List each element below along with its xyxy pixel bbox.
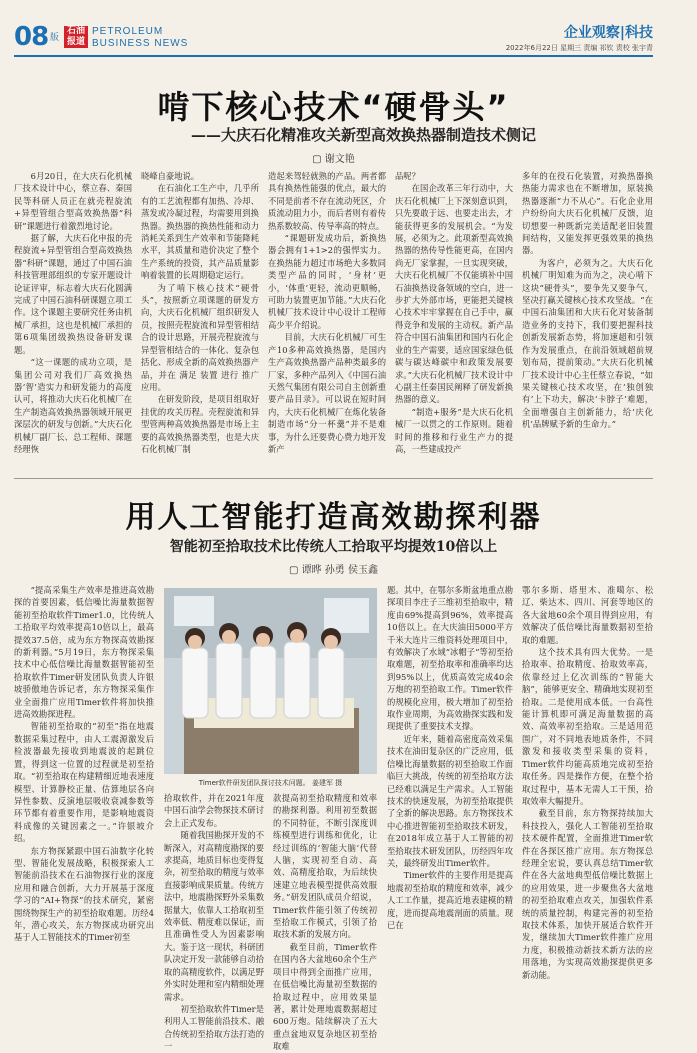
team-photo (164, 588, 377, 774)
paragraph: 晓峰自豪地说。 (141, 171, 200, 181)
article2-byline: ▢ 谭晔 孙勇 侯玉鑫 (289, 565, 378, 576)
article2-headline: 用人工智能打造高效勘探利器 (125, 500, 542, 535)
article2-subheadline: 智能初至拾取技术比传统人工拾取平均提效10倍以上 (169, 539, 498, 555)
paragraph: 造起来驾轻就熟的产品。两者都具有换热性能强的优点，最大的不同是前者不存在流动死区，介质流动阻力小，而后者则有着传热系数较高、传导率高的特点。 (268, 171, 386, 231)
paragraph: 目前，大庆石化机械厂可生产10多种高效换热器，是国内生产高效换热器产品种类最多的厂家，多种产品列入《中国石油天然气集团有限公司自主创新重要产品目录》。可以说在短时间内，大庆石化机械厂在炼化装备制造市场“分一杯羹”并不是难事，为什么还要费心费力地开发新产 (268, 332, 386, 454)
paragraph: 这个技术具有四大优势。一是拾取率、拾取精度、拾取效率高，依靠经过上亿次训练的“智能大脑”，能够更安全、精确地实现初至拾取。二是使用成本低。一台高性能计算机即可满足海量数据的高效、高效率初至拾取。三是适用范围广，对不同地表地质条件，不同激发和接收类型采集的资料，Timer软件均能高质地完成初至拾取任务。四是操作方便，在整个拾取过程中，基本无需人工干预，拾取效率大幅提升。 (522, 647, 653, 806)
article1-column-2 (141, 170, 259, 470)
article1-column-5 (522, 170, 653, 470)
article2-column-3 (273, 792, 377, 1052)
paragraph: 据了解，大庆石化申报的壳程旋流+异型管组合型高效换热器“科研”课题，通过了中国石油科技管理部组织的专家开题设计论证评审，标志着大庆石化圆满完成了中国石油科研课题立项工作。这个课题主要研究任务由机械厂承担，这也是机械厂承担的第6项集团级换热设备研发课题。 (14, 233, 132, 355)
paragraph: 在国企改革三年行动中，大庆石化机械厂上下深刻意识到，只先要敢于远、也要走出去，才能获得更多的发展机会。“为发展，必须为之。此项新型高效换热器的热传导性能更高，在国内尚无厂家掌握，一旦实现突破，大庆石化机械厂不仅能填补中国石油换热设备领域的空白，进一步扩大外部市场，更能把关键核心技术牢牢掌握在自己手中，赢得竞争和发展的主动权。新产品符合中国石油集团和国内石化企业的生产需要，适应国家绿色低碳与碳达峰碳中和政策发展要求。”大庆石化机械厂技术设计中心副主任秦国民阐释了研发新换热器的意义。 (395, 183, 513, 405)
article2-column-5 (522, 584, 653, 1014)
paragraph: 随着我国勘探开发的不断深入，对高精度勘探的要求提高，地质目标也变得复杂，初至拾取的精度与效率直接影响成果质量。传统方法中，地震勘探野外采集数据量大，依靠人工拾取初至效率低、精度难以保证，而且准确性受人为因素影响大。鉴于这一现状，科研团队决定开发一款能够自动拾取的高精度软件，以满足野外实时处理和室内精细处理需求。 (164, 830, 264, 1002)
paragraph: 截至目前，东方物探持续加大科技投入，强化人工智能初至拾取技术硬件配置，全面推进Timer软件在各探区推广应用。东方物探总经理全宏说，要认真总结Timer软件在各大盆地典型低信噪比数据上的应用效果，进一步聚焦各大盆地的初至拾取难点攻关，加强软件系统的质量控制，构建完善的初至拾取技术体系，加快开展适合软件开发，继续加大Timer软件推广应用力度，积极推动新技术新方法的应用落地，为实现高效勘探提供更多新动能。 (522, 808, 653, 980)
article1-column-3 (268, 170, 386, 470)
paragraph: 在石油化工生产中，几乎所有的工艺流程都有加热、冷却、蒸发或冷凝过程，均需要用到换热器。换热器的换热性能和动力消耗关系到生产效率和节能降耗水平，其质量和造价决定了整个生产系统的投资，其产品质量影响着装置的长周期稳定运行。 (141, 183, 259, 281)
article2-column-4 (387, 584, 513, 1014)
paper-name-en-1: PETROLEUM (92, 26, 164, 37)
article2-column-2 (164, 792, 264, 1052)
paragraph: “提高采集生产效率是推进高效勘探的首要因素，低信噪比海量数据智能初至拾取软件Timer1.0，比传统人工拾取平均效率提高10倍以上，最高提效37.5倍，成为东方物探高效勘探的新利器。”5月19日，东方物探采集技术中心低信噪比海量数据智能初至拾取软件Timer研发团队负责人许银坡骄傲地告诉记者，东方物探采集作业全面推广应用Timer软件将加快推进高效勘探进程。 (14, 585, 154, 720)
article2-column-1 (14, 584, 154, 1014)
paragraph: “课题研发成功后，新换热器会拥有1+1>2的强悍实力。在换热能力超过市场绝大多数同类型产品的同时，‘身材’更小，‘体重’更轻，流动更顺畅，可助力装置更加节能。”大庆石化机械厂技术设计中心设计工程师高少平介绍说。 (268, 233, 386, 330)
paragraph: 鄂尔多斯、塔里木、准噶尔、松辽、柴达木、四川、河套等地区的各大盆地60余个项目得到应用，有效解决了低信噪比海量数据初至拾取的难题。 (522, 585, 653, 645)
paragraph: 为客户，必须为之。大庆石化机械厂明知难为而为之，决心啃下这块“硬骨头”，要争先又要争气，坚决打赢关键核心技术攻坚战。“在中国石油集团和大庆石化对装备制造业务的支持下，我们要把握科技创新发展新态势，将加速超和引领作为发展重点，在前沿领域超前规划布局，提前策动。”大庆石化机械厂技术设计中心主任蔡立春说，“如果关键核心技术攻坚，在‘独创独有’上下功夫，解决‘卡脖子’难题，全面增强自主创新能力，给‘庆化机’品牌赋予新的生命力。” (522, 257, 653, 430)
paragraph: 题。其中，在鄂尔多斯盆地重点勘探项目李庄子三维初至拾取中，精度由69%提高到96%，效率提高10倍以上。在大庆油田5000平方千米大连片三维资料处理项目中，有效解决了水域“冰帽子”等初至拾取难题，初至拾取率和准确率均达到95%以上，优质高效完成40余万炮的初至拾取工作。Timer软件的规模化应用，极大增加了初至拾取作业周期，为高效勘探实践和发现提供了重要技术支撑。 (387, 585, 513, 732)
paragraph: 智能初至拾取的“初至”指在地震数据采集过程中，由人工震源激发后检波器最先接收到地震波的起跳位置，得到这一位置的过程就是初至拾取。“初至拾取在构建精细近地表速度模型、计算静校正量、估算地层各向异性参数、反演地层吸收衰减参数等环节都有着重要作用，是影响地震资料成像的关键因素之一。”许银坡介绍。 (14, 721, 154, 844)
masthead-rule (14, 55, 653, 57)
paragraph: “制造+服务”是大庆石化机械厂一以贯之的工作原则。随着时间的推移和行业生产力的提高，一些建成投产 (395, 406, 513, 454)
paragraph: 多年的在役石化装置，对换热器换热能力需求也在不断增加，原装换热器逐渐“力不从心”。石化企业用户纷纷向大庆石化机械厂反馈，迫切想要一种既新完美适配老旧装置间结构，又能发挥更强效果的换热器。 (522, 171, 653, 256)
paragraph: “这一课题的成功立项，是集团公司对我们厂高效换热器‘智’造实力和研发能力的高度认可，将推动大庆石化机械厂在生产制造高效换热器领域开展更深层次的研发与创新。”大庆石化机械厂副厂长、总工程师、课题经理恢 (14, 357, 132, 454)
article1-byline: ▢ 谢文艳 (312, 154, 355, 165)
paragraph: Timer软件的主要作用是提高地震初至拾取的精度和效率，减少人工工作量，提高近地表建模的精度，进而提高地震剖面的质量。现已在 (387, 870, 513, 930)
article1-subheadline: ——大庆石化精准攻关新型高效换热器制造技术侧记 (190, 126, 536, 144)
photo-caption: Timer软件研发团队探讨技术问题。 姜建军 摄 (198, 779, 343, 787)
section-title: 企业观察|科技 (563, 25, 653, 41)
dateline: 2022年6月22日 星期三 责编 祁钦 责校 张宇青 (505, 44, 653, 52)
paragraph: 初至拾取软件Timer是利用人工智能前沿技术、融合传统初至拾取方法打造的一 (164, 1003, 264, 1052)
newspaper-logo: 石油 报道 (64, 26, 88, 48)
paragraph: 品呢？ (395, 171, 420, 181)
team-photo-illustration (164, 588, 377, 774)
paragraph: 拾取软件，并在2021年度中国石油学会物探技术研讨会上正式发布。 (164, 793, 264, 828)
page-number: 08 (14, 22, 49, 52)
paragraph: 在研发阶段，是项目组取好挂优的攻关历程。壳程旋流和异型管两种高效换热器是市场上主要的高效换热器类型，也是大庆石化机械厂制 (141, 394, 259, 454)
paragraph: 款提高初至拾取精度和效率的勘探利器。利用初至数据的不同特征，不断引深度训练模型进行训练和优化，让经过训练的‘智能大脑’代替人脑，实现初至自动、高效、高精度拾取，为后续快速建立地表模型提供高效服务。”研发团队成员介绍说，Timer软件能引领了传统初至拾取工作模式，引领了拾取技术新的发展方向。 (273, 793, 377, 940)
paper-name-en-2: BUSINESS NEWS (92, 38, 189, 49)
masthead (0, 0, 667, 58)
article-divider (14, 478, 653, 479)
paragraph: 截至目前，Timer软件在国内各大盆地60余个生产项目中得到全面推广应用，在低信噪比海量初至数据的拾取过程中，应用效果显著，累计处理地震数据超过600万炮。陆续解决了五大重点盆地双复杂地区初至拾取难 (273, 941, 377, 1052)
paragraph: 东方物探紧跟中国石油数字化转型、智能化发展战略，积极探索人工智能前沿技术在石油物探行业的深度应用和融合创新，大力开展基于深度学习的“AI+物探”的技术研究，紧密围绕物探生产的初至拾取难题。历经4年，潜心攻关，东方物探成功研究出基于人工智能技术的Timer初至 (14, 845, 154, 943)
article1-headline: 啃下核心技术“硬骨头” (157, 88, 510, 126)
article1-column-4 (395, 170, 513, 470)
paragraph: 近年来，随着高密度高效采集技术在油田复杂区的广泛应用，低信噪比海量数据的初至拾取工作面临巨大挑战，传统的初至拾取方法已经难以满足生产需求。人工智能技术的快速发展，为初至拾取提供了全新的解决思路。东方物探技术中心推进智能初至拾取技术研发，在2018年成立基于人工智能的初至拾取技术研发团队，历经四年攻关，最终研发出Timer软件。 (387, 733, 513, 868)
page-unit: 版 (50, 33, 60, 43)
article1-column-1 (14, 170, 132, 470)
paragraph: 6月20日，在大庆石化机械厂技术设计中心，蔡立春、秦国民等科研人员正在就壳程旋流+异型管组合型高效换热器“科研”课题进行着激烈地讨论。 (14, 171, 132, 231)
paragraph: 为了啃下核心技术“硬骨头”，按照新立项课题的研发方向，大庆石化机械厂组织研发人员，按照壳程旋流和异型管相结合的设计思路，开展壳程旋流与异型管相结合的一体化、复杂包括化、形成全新的高效换热器产品，并在 满足 装置 进行 推广 应用。 (141, 282, 259, 392)
